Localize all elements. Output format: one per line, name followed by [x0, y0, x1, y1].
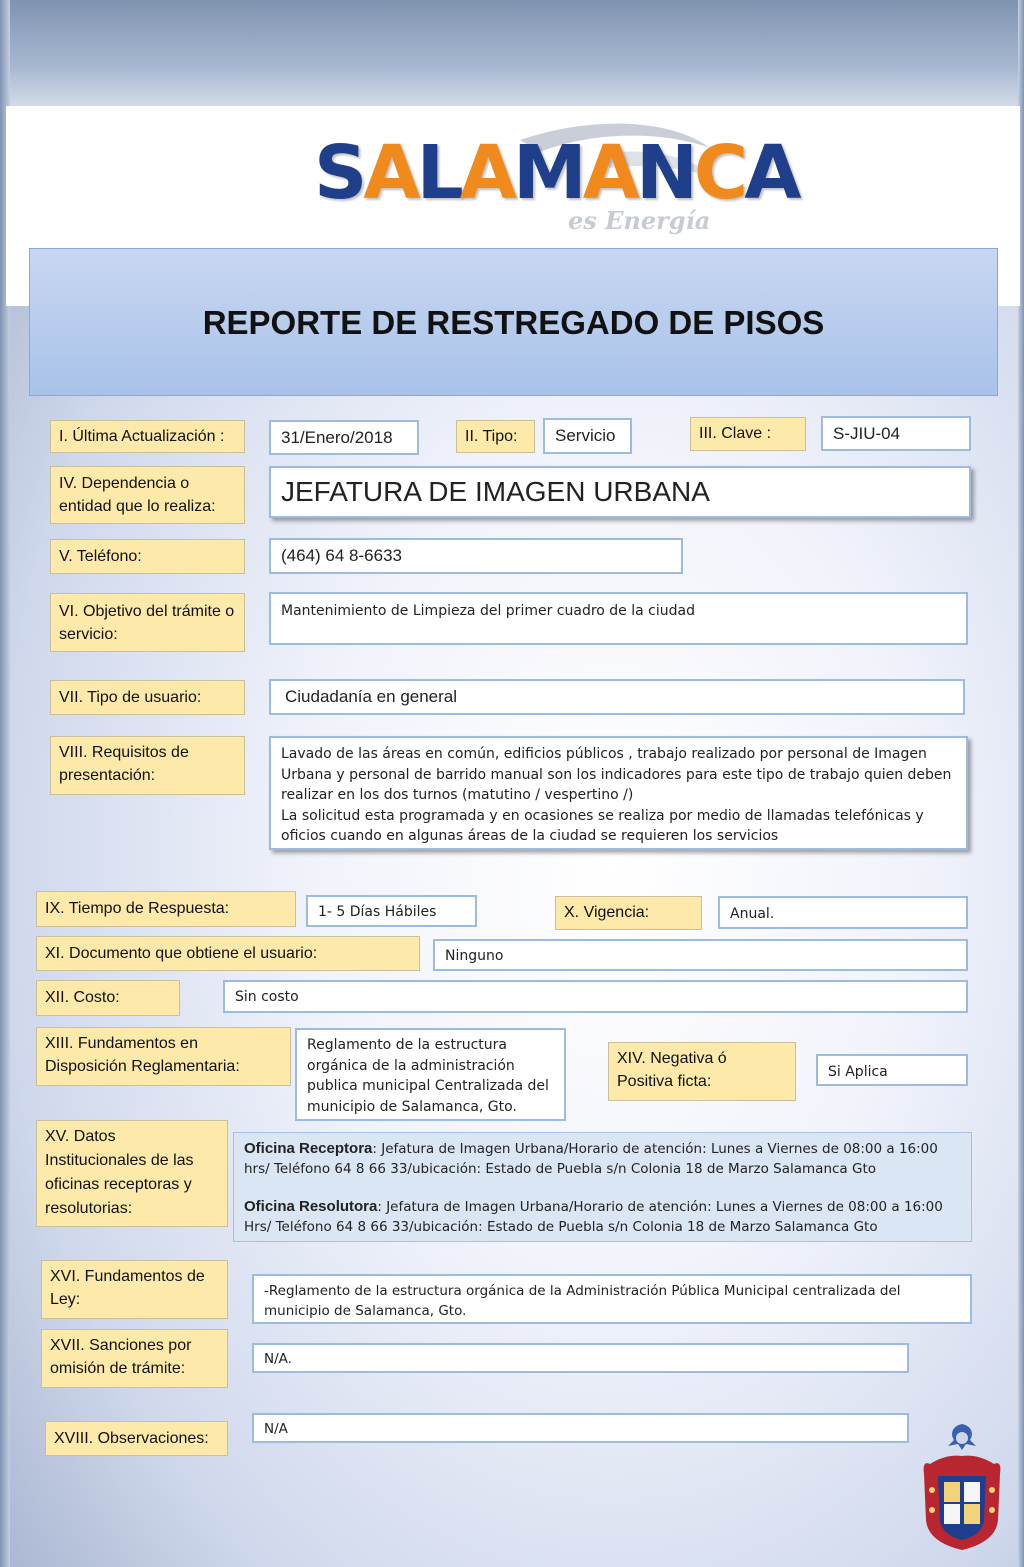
tiempo-respuesta-label: IX. Tiempo de Respuesta: — [36, 891, 296, 927]
title-banner — [29, 248, 998, 396]
datos-institucionales-label: XV. Datos Institucionales de las oficinas receptoras y resolutorias: — [36, 1120, 228, 1227]
tipo-usuario-label: VII. Tipo de usuario: — [50, 680, 245, 715]
oficina-resolutora-text: : Jefatura de Imagen Urbana/Horario de atención: Lunes a Viernes de 08:00 a 16:00 Hrs/ Teléfono 64 8 66 33/ubicación: Estado de Puebla s/n Colonia 18 de Marzo Salamanca Gto — [244, 1199, 943, 1235]
oficina-resolutora — [244, 1197, 961, 1237]
ultima-actualizacion-value: 31/Enero/2018 — [269, 420, 419, 455]
oficina-receptora-text: : Jefatura de Imagen Urbana/Horario de atención: Lunes a Viernes de 08:00 a 16:00 hrs/ Teléfono 64 8 66 33/ubicación: Estado de Puebla s/n Colonia 18 de Marzo Salamanca Gto — [244, 1141, 938, 1177]
oficina-receptora — [244, 1139, 961, 1179]
costo-label: XII. Costo: — [36, 980, 180, 1016]
telefono-value: (464) 64 8-6633 — [269, 538, 683, 574]
costo-value: Sin costo — [223, 980, 968, 1013]
fundamentos-ley-value: -Reglamento de la estructura orgánica de la Administración Pública Municipal centralizada del municipio de Salamanca, Gto. — [252, 1274, 972, 1324]
tipo-usuario-value: Ciudadanía en general — [269, 679, 965, 715]
dependencia-label: IV. Dependencia o entidad que lo realiza: — [50, 466, 245, 524]
logo-letter: C — [693, 130, 745, 216]
clave-label: III. Clave : — [690, 417, 806, 451]
oficina-receptora-title: Oficina Receptora — [244, 1140, 373, 1157]
page-title: REPORTE DE RESTREGADO DE PISOS — [202, 304, 825, 341]
logo-letter: L — [416, 130, 460, 216]
fundamentos-disposicion-value: Reglamento de la estructura orgánica de la administración publica municipal Centralizada del municipio de Salamanca, Gto. — [295, 1028, 566, 1121]
salamanca-coat-of-arms-icon — [918, 1420, 1006, 1552]
logo-letter: M — [513, 130, 583, 216]
requisitos-line-1: Lavado de las áreas en común, edificios públicos , trabajo realizado por personal de Imagen Urbana y personal de barrido manual son los indicadores para este tipo de trabajo quien deben realizar en los dos turnos (matutino / vespertino /) — [281, 746, 952, 803]
top-frame — [0, 0, 1024, 110]
negativa-positiva-value: Si Aplica — [816, 1054, 968, 1086]
sanciones-value: N/A. — [252, 1343, 909, 1373]
requisitos-label: VIII. Requisitos de presentación: — [50, 736, 245, 795]
logo-letter: N — [635, 130, 694, 216]
requisitos-line-2: La solicitud esta programada y en ocasiones se realiza por medio de llamadas telefónicas y oficios cuando en algunas áreas de la ciudad se requieren los servicios — [281, 807, 924, 844]
telefono-label: V. Teléfono: — [50, 539, 245, 574]
datos-institucionales-value — [233, 1132, 972, 1242]
negativa-positiva-label: XIV. Negativa ó Positiva ficta: — [608, 1042, 796, 1101]
oficina-resolutora-title: Oficina Resolutora — [244, 1198, 378, 1215]
logo-letter: A — [744, 130, 798, 216]
observaciones-value: N/A — [252, 1413, 909, 1443]
requisitos-value — [269, 736, 968, 850]
objetivo-label: VI. Objetivo del trámite o servicio: — [50, 593, 245, 652]
logo-letter: A — [582, 130, 636, 216]
logo-main-text — [314, 130, 798, 216]
fundamentos-disposicion-label: XIII. Fundamentos en Disposición Reglamentaria: — [36, 1027, 291, 1086]
observaciones-label: XVIII. Observaciones: — [45, 1421, 228, 1456]
sanciones-label: XVII. Sanciones por omisión de trámite: — [41, 1329, 228, 1388]
vigencia-label: X. Vigencia: — [555, 896, 702, 930]
logo-letters — [314, 130, 797, 216]
logo-sub-text: es Energía — [568, 206, 711, 235]
fundamentos-ley-label: XVI. Fundamentos de Ley: — [41, 1260, 228, 1319]
logo-letter: A — [459, 130, 514, 216]
ultima-actualizacion-label: I. Última Actualización : — [50, 420, 245, 453]
tipo-value: Servicio — [543, 418, 632, 454]
dependencia-value: JEFATURA DE IMAGEN URBANA — [269, 466, 971, 518]
clave-value: S-JIU-04 — [821, 416, 971, 451]
logo-letter: S — [314, 130, 364, 216]
logo-letter: A — [363, 130, 417, 216]
tiempo-respuesta-value: 1- 5 Días Hábiles — [306, 895, 477, 927]
documento-value: Ninguno — [433, 939, 968, 971]
vigencia-value: Anual. — [718, 896, 968, 929]
objetivo-value: Mantenimiento de Limpieza del primer cuadro de la ciudad — [269, 592, 968, 645]
documento-label: XI. Documento que obtiene el usuario: — [36, 936, 420, 971]
salamanca-logo — [300, 118, 798, 243]
tipo-label: II. Tipo: — [456, 420, 535, 453]
